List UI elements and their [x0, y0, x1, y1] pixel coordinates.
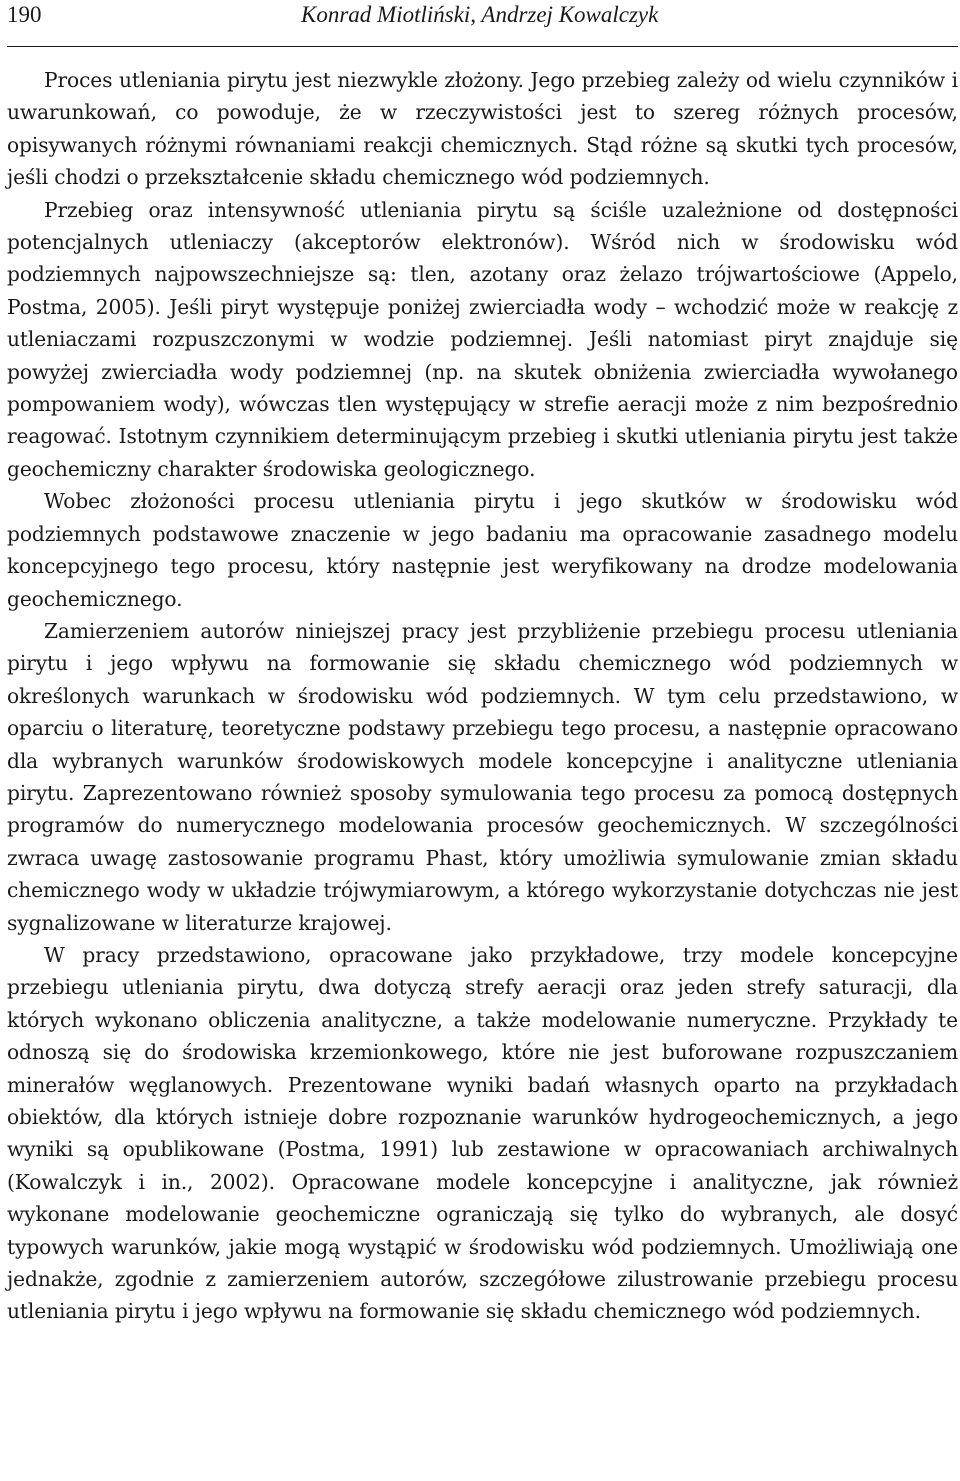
book-page [7, 0, 958, 1324]
paragraph-authors-aim: Zamierzeniem autorów niniejszej pracy jest przybliżenie przebiegu procesu utleniania pirytu i jego wpływu na formowanie się składu chemicznego wód podziemnych w określonych warunkach w środowisku wód podziemnych. W tym celu przedstawiono, w oparciu o literaturę, teoretyczne podstawy przebiegu tego procesu, a następnie opracowano dla wybranych warunków środowiskowych modele koncepcyjne i analityczne utleniania pirytu. Zaprezentowano również sposoby symulowania tego procesu za pomocą dostępnych programów do numerycznego modelowania procesów geochemicznych. W szczególności zwraca uwagę zastosowanie programu Phast, który umożliwia symulowanie zmian składu chemicznego wody w układzie trójwymiarowym, a którego wykorzystanie dotychczas nie jest sygnalizowane w literaturze krajowej. [7, 618, 958, 935]
paragraph-oxidant-availability: Przebieg oraz intensywność utleniania pirytu są ściśle uzależnione od dostępności potencjalnych utleniaczy (akceptorów elektronów). Wśród nich w środowisku wód podziemnych najpowszechniejsze są: tlen, azotany oraz żelazo trójwartościowe (Appelo, Postma, 2005). Jeśli piryt występuje poniżej zwierciadła wody – wchodzić może w reakcję z utleniaczami rozpuszczonymi w wodzie podziemnej. Jeśli natomiast piryt znajduje się powyżej zwierciadła wody podziemnej (np. na skutek obniżenia zwierciadła wywołanego pompowaniem wody), wówczas tlen występujący w strefie aeracji może z nim bezpośrednio reagować. Istotnym czynnikiem determinującym przebieg i skutki utleniania pirytu jest także geochemiczny charakter środowiska geologicznego. [7, 197, 958, 481]
running-head [7, 0, 958, 47]
page-number: 190 [7, 2, 42, 27]
running-head-authors: Konrad Miotliński, Andrzej Kowalczyk [301, 2, 659, 27]
body-text [7, 64, 958, 1328]
paragraph-presented-models: W pracy przedstawiono, opracowane jako przykładowe, trzy modele koncepcyjne przebiegu utleniania pirytu, dwa dotyczą strefy aeracji oraz jeden strefy saturacji, dla których wykonano obliczenia analityczne, a także modelowanie numeryczne. Przykłady te odnoszą się do środowiska krzemionkowego, które nie jest buforowane rozpuszczaniem minerałów węglanowych. Prezentowane wyniki badań własnych oparto na przykładach obiektów, dla których istnieje dobre rozpoznanie warunków hydrogeochemicznych, a jego wyniki są opublikowane (Postma, 1991) lub zestawione w opracowaniach archiwalnych (Kowalczyk i in., 2002). Opracowane modele koncepcyjne i analityczne, jak również wykonane modelowanie geochemiczne ograniczają się tylko do wybranych, ale dosyć typowych warunków, jakie mogą wystąpić w środowisku wód podziemnych. Umożliwiają one jednakże, zgodnie z zamierzeniem autorów, szczegółowe zilustrowanie przebiegu procesu utleniania pirytu i jego wpływu na formowanie się składu chemicznego wód podziemnych. [7, 942, 958, 1324]
paragraph-conceptual-model: Wobec złożoności procesu utleniania pirytu i jego skutków w środowisku wód podziemnych podstawowe znaczenie w jego badaniu ma opracowanie zasadnego modelu koncepcyjnego tego procesu, który następnie jest weryfikowany na drodze modelowania geochemicznego. [7, 489, 958, 611]
paragraph-pyrite-oxidation-complexity: Proces utleniania pirytu jest niezwykle złożony. Jego przebieg zależy od wielu czynników i uwarunkowań, co powoduje, że w rzeczywistości jest to szereg różnych procesów, opisywanych różnymi równaniami reakcji chemicznych. Stąd różne są skutki tych procesów, jeśli chodzi o przekształcenie składu chemicznego wód podziemnych. [7, 68, 958, 190]
